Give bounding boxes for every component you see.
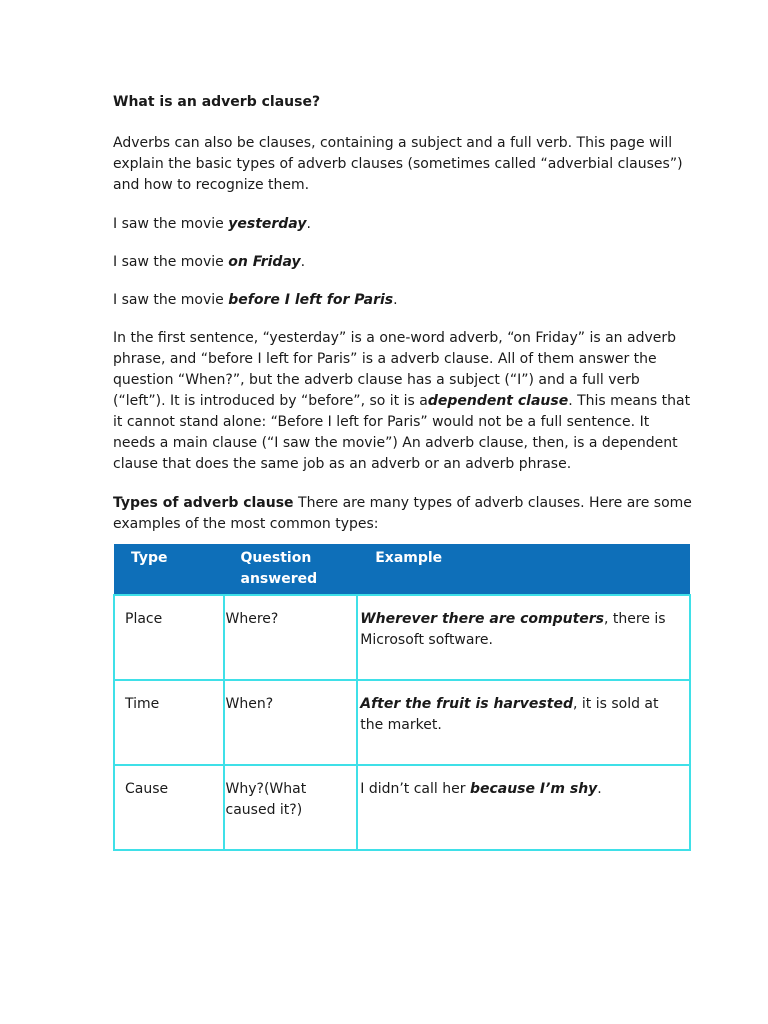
header-type: Type (114, 544, 224, 595)
explanation-text-2: . This means that it cannot stand alone: “Before I left for Paris” would not be a full sentence. It needs a main clause (“I saw the movie”) An adverb clause, then, is a dependent clause that does the same job as an adverb or an adverb phrase. (113, 393, 691, 472)
example-post: , there is Microsoft software. (360, 611, 666, 648)
intro-paragraph: Adverbs can also be clauses, containing a subject and a full verb. This page will explain the basic types of adverb clauses (sometimes called “adverbial clauses”) and how to recognize them. (113, 135, 683, 193)
example-adverb-phrase: on Friday (228, 254, 301, 270)
cell-question: When? (224, 680, 358, 765)
example-post: , it is sold at the market. (360, 696, 659, 733)
cell-example (357, 680, 690, 765)
cell-question: Why?(What caused it?) (224, 765, 358, 850)
explanation-paragraph (113, 328, 693, 475)
cell-question: Where? (224, 595, 358, 680)
example-suffix: . (393, 292, 398, 308)
cell-example (357, 765, 690, 850)
types-heading: Types of adverb clause (113, 495, 294, 511)
dependent-clause-term: dependent clause (427, 393, 569, 409)
types-intro-text: There are many types of adverb clauses. Here are some examples of the most common types: (113, 495, 692, 532)
example-prefix: I saw the movie (113, 292, 229, 308)
example-post: . (597, 781, 602, 797)
example-sentence-1 (113, 214, 693, 235)
header-example: Example (357, 544, 690, 595)
document-page (113, 92, 693, 851)
example-prefix: I saw the movie (113, 254, 229, 270)
types-intro-paragraph (113, 493, 693, 535)
example-prefix: I saw the movie (113, 216, 229, 232)
table-row (114, 765, 690, 850)
example-clause: After the fruit is harvested (360, 696, 573, 712)
example-clause: because I’m shy (469, 781, 598, 797)
example-pre: I didn’t call her (360, 781, 470, 797)
example-adverb: yesterday (228, 216, 307, 232)
explanation-text-1: In the first sentence, “yesterday” is a one-word adverb, “on Friday” is an adverb phrase, and “before I left for Paris” is a adverb clause. All of them answer the question “When?”, but the adverb clause has a subject (“I”) and a full verb (“left”). It is introduced by “before”, so it is a (113, 330, 677, 409)
cell-type: Place (114, 595, 224, 680)
example-sentence-2 (113, 252, 693, 273)
example-sentence-3 (113, 290, 693, 311)
header-question: Question answered (224, 544, 358, 595)
table-row (114, 680, 690, 765)
cell-type: Time (114, 680, 224, 765)
table-row (114, 595, 690, 680)
adverb-clause-table (113, 544, 691, 851)
example-clause: Wherever there are computers (360, 611, 605, 627)
example-suffix: . (300, 254, 306, 270)
cell-type: Cause (114, 765, 224, 850)
example-adverb-clause: before I left for Paris (228, 292, 394, 308)
cell-example (357, 595, 690, 680)
example-suffix: . (306, 216, 311, 232)
page-title: What is an adverb clause? (113, 94, 321, 110)
table-header-row (114, 544, 690, 595)
